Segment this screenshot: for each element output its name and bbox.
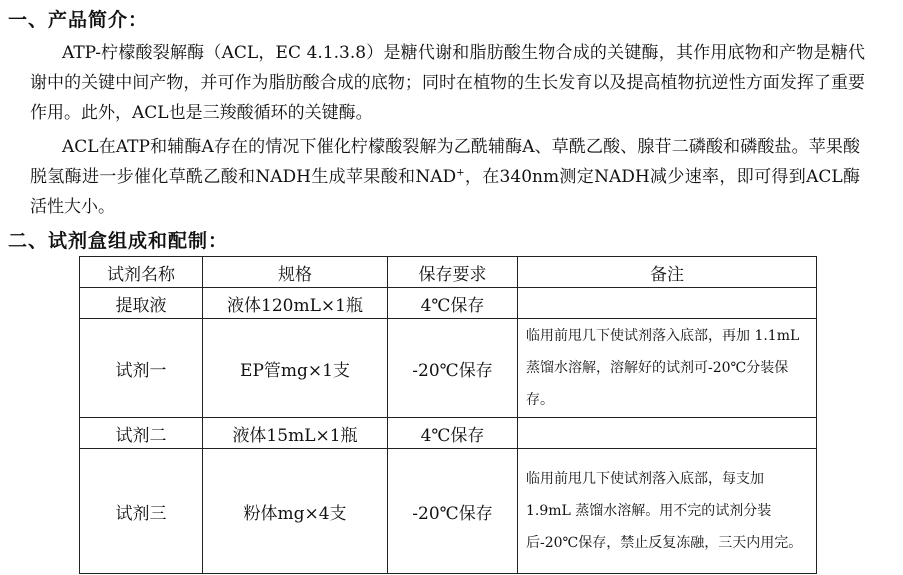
section-heading-intro: 一、产品简介：	[8, 9, 149, 31]
cell-storage: -20℃保存	[388, 449, 518, 574]
nad-superscript: +	[456, 167, 465, 179]
table-row	[80, 418, 817, 449]
table-row	[80, 449, 817, 574]
table-header-row	[80, 257, 817, 288]
reagent-table	[79, 256, 817, 574]
cell-spec: 液体15mL×1瓶	[203, 418, 388, 449]
header-note: 备注	[518, 257, 817, 288]
cell-name: 试剂三	[80, 449, 203, 574]
section-heading-kit: 二、试剂盒组成和配制：	[8, 230, 229, 252]
cell-spec: 液体120mL×1瓶	[203, 288, 388, 319]
cell-name: 试剂二	[80, 418, 203, 449]
cell-spec: 粉体mg×4支	[203, 449, 388, 574]
cell-storage: 4℃保存	[388, 288, 518, 319]
cell-storage: -20℃保存	[388, 319, 518, 418]
cell-note: 临用前甩几下使试剂落入底部，每支加 1.9mL 蒸馏水溶解。用不完的试剂分装后-20℃保存，禁止反复冻融，三天内用完。	[518, 449, 817, 574]
cell-name: 提取液	[80, 288, 203, 319]
table-row	[80, 288, 817, 319]
header-name: 试剂名称	[80, 257, 203, 288]
cell-name: 试剂一	[80, 319, 203, 418]
header-spec: 规格	[203, 257, 388, 288]
intro-paragraph-2	[30, 132, 860, 222]
header-storage: 保存要求	[388, 257, 518, 288]
cell-storage: 4℃保存	[388, 418, 518, 449]
table-row	[80, 319, 817, 418]
intro-paragraph-1: ATP-柠檬酸裂解酶（ACL，EC 4.1.3.8）是糖代谢和脂肪酸生物合成的关键酶，其作用底物和产物是糖代谢中的关键中间产物，并可作为脂肪酸合成的底物；同时在植物的生长发育以及提高植物抗逆性方面发挥了重要作用。此外，ACL也是三羧酸循环的关键酶。	[30, 43, 865, 123]
paragraph-2-text-a: ACL在ATP和辅酶A存在的情况下催化柠檬酸裂解为乙酰辅酶A、草酰乙酸、腺苷二磷酸和磷酸盐。苹果酸脱氢酶进一步催化草酰乙酸和NADH生成苹果酸和NAD	[30, 137, 860, 187]
cell-spec: EP管mg×1支	[203, 319, 388, 418]
cell-note	[518, 288, 817, 319]
paragraph-2-text-b: ，在340nm测定NADH减少速率，即可得到ACL酶活性大小。	[30, 167, 860, 217]
cell-note	[518, 418, 817, 449]
cell-note: 临用前甩几下使试剂落入底部，再加 1.1mL 蒸馏水溶解，溶解好的试剂可-20℃分装保存。	[518, 319, 817, 418]
